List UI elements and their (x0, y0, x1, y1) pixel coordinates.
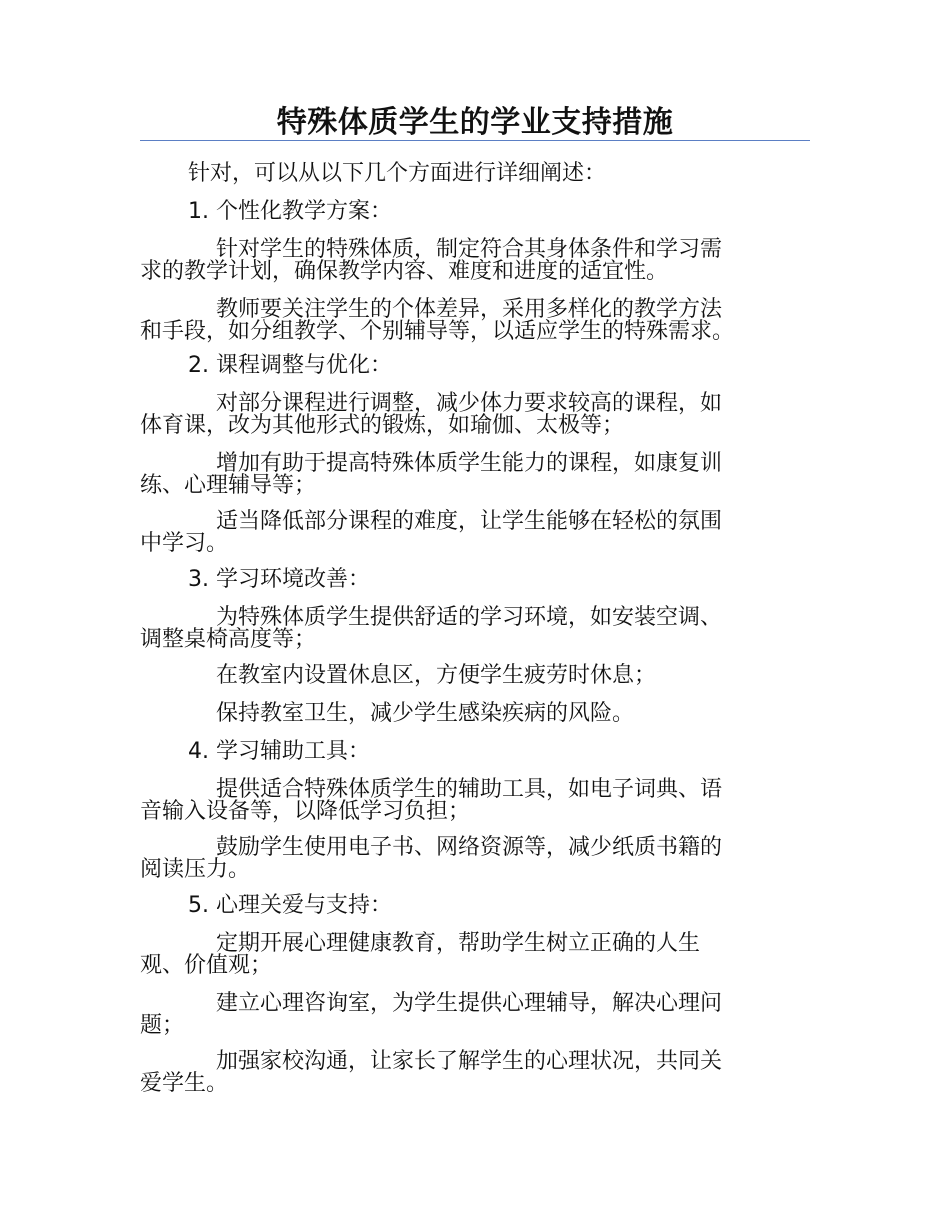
document-title: 特殊体质学生的学业支持措施 (276, 105, 674, 140)
paragraph (140, 236, 800, 286)
paragraph (140, 1048, 800, 1098)
section-heading-3: 3. 学习环境改善： (188, 567, 370, 592)
paragraph-line: 练、心理辅导等； (140, 473, 317, 498)
paragraph-line: 题； (140, 1013, 185, 1038)
paragraph (140, 834, 800, 884)
paragraph-line: 爱学生。 (140, 1071, 229, 1096)
section-heading-2: 2. 课程调整与优化： (188, 353, 392, 378)
paragraph-line: 体育课，改为其他形式的锻炼，如瑜伽、太极等； (140, 413, 625, 438)
paragraph-line: 教师要关注学生的个体差异，采用多样化的教学方法 (216, 297, 723, 322)
paragraph (140, 604, 800, 654)
paragraph (140, 990, 800, 1040)
paragraph (140, 508, 800, 558)
paragraph-line: 定期开展心理健康教育，帮助学生树立正确的人生 (216, 931, 701, 956)
paragraph-line: 调整桌椅高度等； (140, 627, 317, 652)
paragraph (140, 776, 800, 826)
paragraph-line: 适当降低部分课程的难度，让学生能够在轻松的氛围 (216, 509, 723, 534)
paragraph-line: 保持教室卫生，减少学生感染疾病的风险。 (216, 701, 635, 726)
paragraph-line: 建立心理咨询室，为学生提供心理辅导，解决心理问 (216, 991, 723, 1016)
paragraph-line: 求的教学计划，确保教学内容、难度和进度的适宜性。 (140, 259, 669, 284)
paragraph-line: 加强家校沟通，让家长了解学生的心理状况，共同关 (216, 1049, 723, 1074)
paragraph-line: 中学习。 (140, 531, 229, 556)
paragraph-line: 观、价值观； (140, 953, 273, 978)
section-heading-5: 5. 心理关爱与支持： (188, 893, 392, 918)
paragraph (140, 930, 800, 980)
paragraph-line: 针对学生的特殊体质，制定符合其身体条件和学习需 (216, 237, 723, 262)
paragraph-line: 提供适合特殊体质学生的辅助工具，如电子词典、语 (216, 777, 723, 802)
paragraph-line: 在教室内设置休息区，方便学生疲劳时休息； (216, 663, 657, 688)
title-underline (140, 140, 810, 141)
paragraph-line: 增加有助于提高特殊体质学生能力的课程，如康复训 (216, 451, 723, 476)
paragraph (140, 296, 800, 346)
paragraph (140, 450, 800, 500)
paragraph-line: 阅读压力。 (140, 857, 251, 882)
section-heading-4: 4. 学习辅助工具： (188, 739, 370, 764)
section-heading-1: 1. 个性化教学方案： (188, 199, 392, 224)
paragraph-line: 为特殊体质学生提供舒适的学习环境，如安装空调、 (216, 605, 723, 630)
intro-text: 针对，可以从以下几个方面进行详细阐述： (188, 161, 607, 186)
paragraph-line: 对部分课程进行调整，减少体力要求较高的课程，如 (216, 391, 723, 416)
paragraph-line: 和手段，如分组教学、个别辅导等，以适应学生的特殊需求。 (140, 319, 735, 344)
paragraph (140, 390, 800, 440)
paragraph-line: 鼓励学生使用电子书、网络资源等，减少纸质书籍的 (216, 835, 723, 860)
paragraph-line: 音输入设备等，以降低学习负担； (140, 799, 471, 824)
